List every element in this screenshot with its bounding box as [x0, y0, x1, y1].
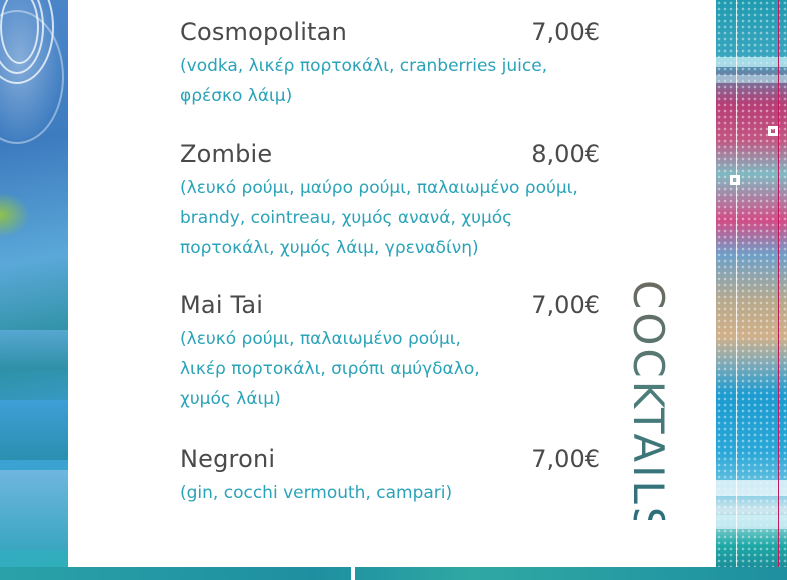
- section-title-cocktails: COCKTAILS: [624, 280, 673, 537]
- item-price: 7,00€: [531, 291, 600, 319]
- item-price: 7,00€: [531, 18, 600, 46]
- item-description: (λευκό ρούμι, παλαιωμένο ρούμι, λικέρ πορτοκάλι, σιρόπι αμύγδαλο, χυμός λάιμ): [180, 329, 480, 409]
- item-description: (λευκό ρούμι, μαύρο ρούμι, παλαιωμένο ρούμι, brandy, cointreau, χυμός ανανά, χυμός πορτοκάλι, χυμός λάιμ, γρεναδίνη): [180, 178, 578, 258]
- menu-panel: [68, 0, 716, 567]
- item-description: (vodka, λικέρ πορτοκάλι, cranberries juice, φρέσκο λάιμ): [180, 56, 548, 106]
- item-price: 7,00€: [531, 445, 600, 473]
- item-name: Mai Tai: [180, 291, 264, 319]
- left-background-art: [0, 0, 68, 580]
- item-description: (gin, cocchi vermouth, campari): [180, 483, 453, 503]
- item-name: Zombie: [180, 140, 273, 168]
- bottom-background-strip: [0, 567, 787, 580]
- item-name: Cosmopolitan: [180, 18, 347, 46]
- item-price: 8,00€: [531, 140, 600, 168]
- item-name: Negroni: [180, 445, 276, 473]
- right-background-art: [716, 0, 787, 580]
